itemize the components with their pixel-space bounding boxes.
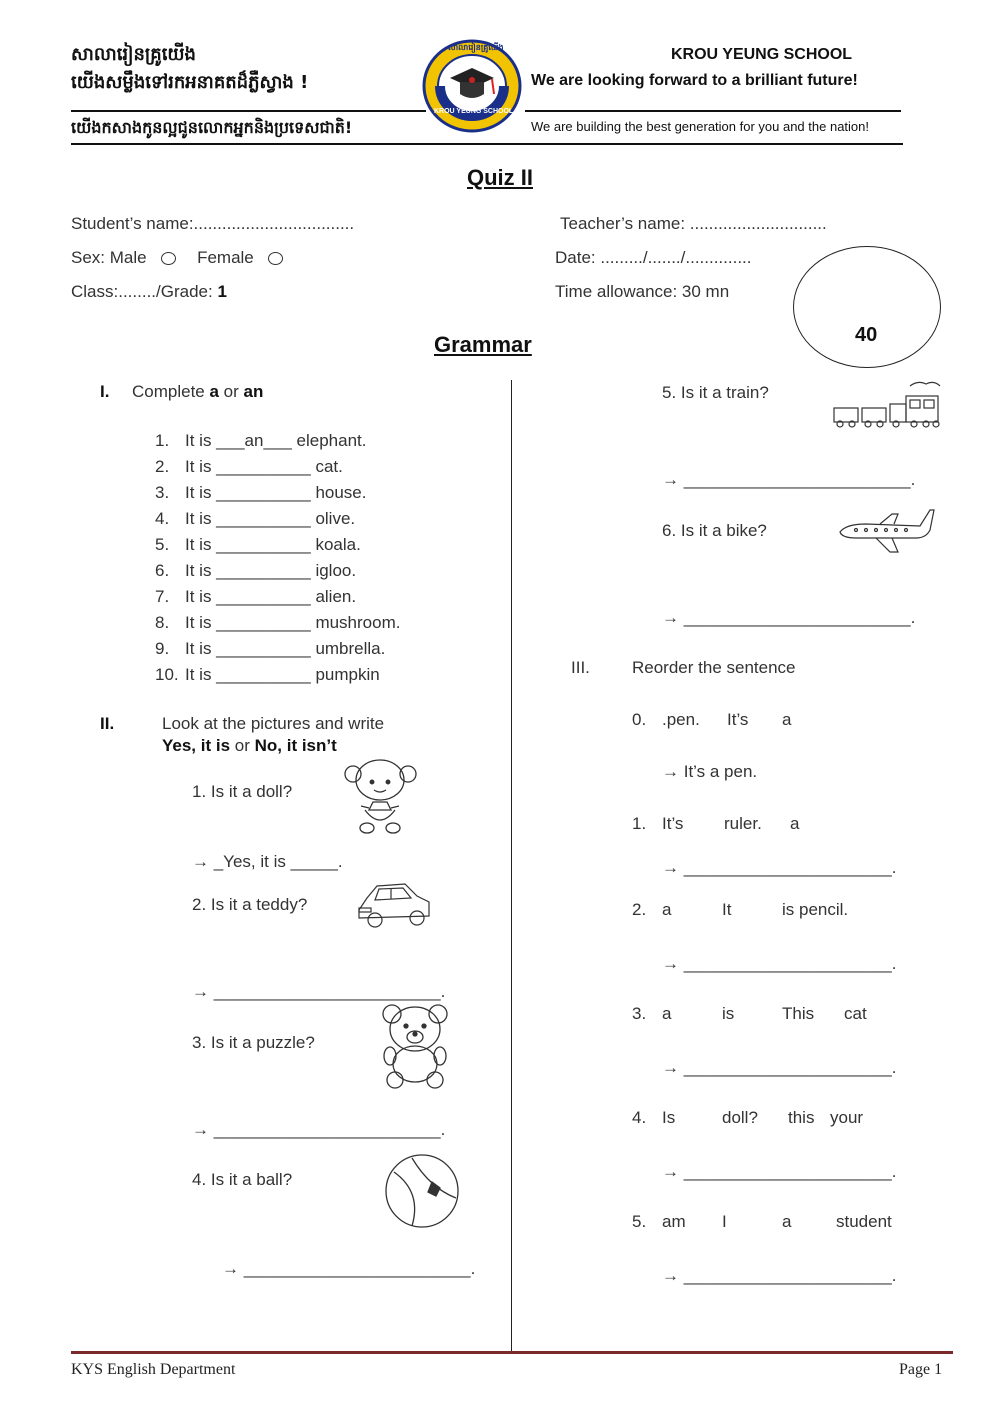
answer-6[interactable]: → ________________________. [662, 608, 916, 627]
item-text: It is __________ pumpkin [185, 665, 380, 684]
item-number: 2. [632, 900, 647, 919]
logo-text-top: សាលារៀនគ្រូយើង [448, 43, 504, 52]
column-divider [511, 380, 512, 1352]
item-number: 9. [155, 639, 170, 658]
section1-instr-prefix: Complete [132, 382, 210, 401]
section1-item [155, 457, 343, 477]
reorder-answer[interactable]: → ______________________. [662, 1162, 897, 1181]
word: I [722, 1212, 727, 1231]
section1-item [155, 483, 366, 503]
item-number: 6. [155, 561, 170, 580]
item-number: 7. [155, 587, 170, 606]
word: student [836, 1212, 892, 1231]
reorder-answer[interactable]: → ______________________. [662, 1266, 897, 1285]
item-number: 0. [632, 710, 647, 729]
score-total: 40 [855, 324, 878, 346]
section1-item [155, 431, 366, 451]
section1-number: I. [100, 382, 110, 401]
female-radio[interactable] [268, 252, 283, 265]
section1-or: or [218, 382, 244, 401]
word: is pencil. [782, 900, 849, 919]
item-text: It is __________ umbrella. [185, 639, 386, 658]
item-text: It is __________ cat. [185, 457, 343, 476]
section1-item [155, 639, 385, 659]
item-number: 3. [632, 1004, 647, 1023]
word: a [662, 1004, 672, 1023]
answer-3[interactable]: → ________________________. [192, 1120, 446, 1139]
item-text: It is __________ house. [185, 483, 367, 502]
time-allowance: Time allowance: 30 mn [555, 282, 730, 301]
item-text: It is __________ olive. [185, 509, 356, 528]
item-number: 1. [632, 814, 647, 833]
answer-5[interactable]: → ________________________. [662, 470, 916, 489]
yes-option: Yes, it is [162, 736, 231, 755]
header-divider-left [71, 110, 426, 112]
airplane-picture [836, 506, 936, 556]
word: your [830, 1108, 864, 1127]
doll-picture [343, 758, 418, 836]
word: is [722, 1004, 735, 1023]
sex-male-label: Sex: Male [71, 248, 147, 267]
word: am [662, 1212, 686, 1231]
train-picture [830, 378, 945, 430]
reorder-answer: → It’s a pen. [662, 762, 758, 781]
question-5: 5. Is it a train? [662, 383, 769, 402]
section2-instruction-options [162, 736, 337, 756]
school-motto: We are building the best generation for you and the nation! [531, 119, 869, 134]
header-divider-bottom [71, 143, 903, 145]
logo-text-bottom: KROU YEUNG SCHOOL [434, 108, 514, 115]
item-number: 10. [155, 665, 179, 684]
item-text: It is __________ alien. [185, 587, 357, 606]
section1-item [155, 509, 355, 529]
grade-value: 1 [217, 282, 227, 301]
word: a [662, 900, 672, 919]
school-logo [420, 36, 525, 136]
word: ruler. [724, 814, 762, 833]
footer-page-number: Page 1 [899, 1361, 943, 1378]
item-number: 4. [155, 509, 170, 528]
item-number: 5. [155, 535, 170, 554]
word: Is [662, 1108, 676, 1127]
section2-number: II. [100, 714, 115, 733]
item-number: 8. [155, 613, 170, 632]
teacher-name-field[interactable]: Teacher’s name: ............................. [560, 214, 827, 233]
section1-item [155, 613, 400, 633]
section1-item [155, 561, 356, 581]
reorder-item [632, 900, 848, 920]
word: It’s [727, 710, 749, 729]
reorder-item [632, 1108, 863, 1128]
reorder-item [632, 710, 791, 730]
quiz-title: Quiz II [467, 165, 533, 190]
section1-instruction [132, 382, 263, 402]
word: .pen. [662, 710, 700, 729]
item-number: 4. [632, 1108, 647, 1127]
item-text: It is ___an___ elephant. [185, 431, 367, 450]
reorder-item [632, 814, 799, 834]
class-grade [71, 282, 227, 302]
question-1: 1. Is it a doll? [192, 782, 293, 801]
header-divider-right [525, 110, 901, 112]
date-field[interactable]: Date: ........./......./.............. [555, 248, 752, 267]
car-picture [355, 880, 433, 932]
section1-an: an [243, 382, 264, 401]
word: It’s [662, 814, 684, 833]
score-oval [793, 246, 941, 368]
reorder-item [632, 1212, 892, 1232]
female-label: Female [197, 248, 254, 267]
item-number: 1. [155, 431, 170, 450]
section-title: Grammar [434, 332, 532, 357]
or-text: or [230, 736, 255, 755]
khmer-school-name: សាលារៀនគ្រូយើង [71, 44, 196, 65]
item-number: 5. [632, 1212, 647, 1231]
sex-row [71, 248, 283, 268]
word: a [782, 710, 792, 729]
section1-item [155, 535, 361, 555]
item-text: It is __________ igloo. [185, 561, 357, 580]
teddy-bear-picture [378, 1002, 453, 1090]
word: cat [844, 1004, 867, 1023]
question-4: 4. Is it a ball? [192, 1170, 293, 1189]
word: a [782, 1212, 792, 1231]
item-number: 2. [155, 457, 170, 476]
reorder-answer[interactable]: → ______________________. [662, 954, 897, 973]
section3-instruction: Reorder the sentence [632, 658, 796, 677]
khmer-motto: យើងកសាងកូនល្អជូនលោកអ្នកនិងប្រទេសជាតិ! [71, 118, 353, 137]
question-3: 3. Is it a puzzle? [192, 1033, 315, 1052]
item-text: It is __________ mushroom. [185, 613, 401, 632]
reorder-answer[interactable]: → ______________________. [662, 1058, 897, 1077]
answer-1[interactable]: → _Yes, it is _____. [192, 852, 343, 871]
beach-ball-picture [382, 1152, 462, 1230]
male-radio[interactable] [161, 252, 176, 265]
khmer-slogan: យើងសម្លឹងទៅរកអនាគតដ៏ភ្លឺស្វាង ! [71, 72, 309, 93]
section1-a: a [209, 382, 219, 401]
school-name: KROU YEUNG SCHOOL [671, 46, 853, 63]
answer-4[interactable]: → ________________________. [222, 1259, 476, 1278]
student-name-field[interactable]: Student’s name:.................................. [71, 214, 355, 233]
section1-item [155, 665, 380, 685]
section1-item [155, 587, 356, 607]
word: It [722, 900, 732, 919]
footer-rule [71, 1351, 953, 1354]
section3-number: III. [571, 658, 590, 677]
item-number: 3. [155, 483, 170, 502]
no-option: No, it isn’t [254, 736, 337, 755]
question-6: 6. Is it a bike? [662, 521, 767, 540]
word: this [788, 1108, 815, 1127]
section2-instruction: Look at the pictures and write [162, 714, 385, 733]
item-text: It is __________ koala. [185, 535, 361, 554]
reorder-answer[interactable]: → ______________________. [662, 858, 897, 877]
school-slogan: We are looking forward to a brilliant future! [531, 72, 858, 89]
word: a [790, 814, 800, 833]
reorder-item [632, 1004, 867, 1024]
footer-department: KYS English Department [71, 1361, 236, 1378]
word: This [782, 1004, 815, 1023]
question-2: 2. Is it a teddy? [192, 895, 308, 914]
class-label: Class:......../Grade: [71, 282, 218, 301]
answer-2[interactable]: → ________________________. [192, 982, 446, 1001]
word: doll? [722, 1108, 758, 1127]
